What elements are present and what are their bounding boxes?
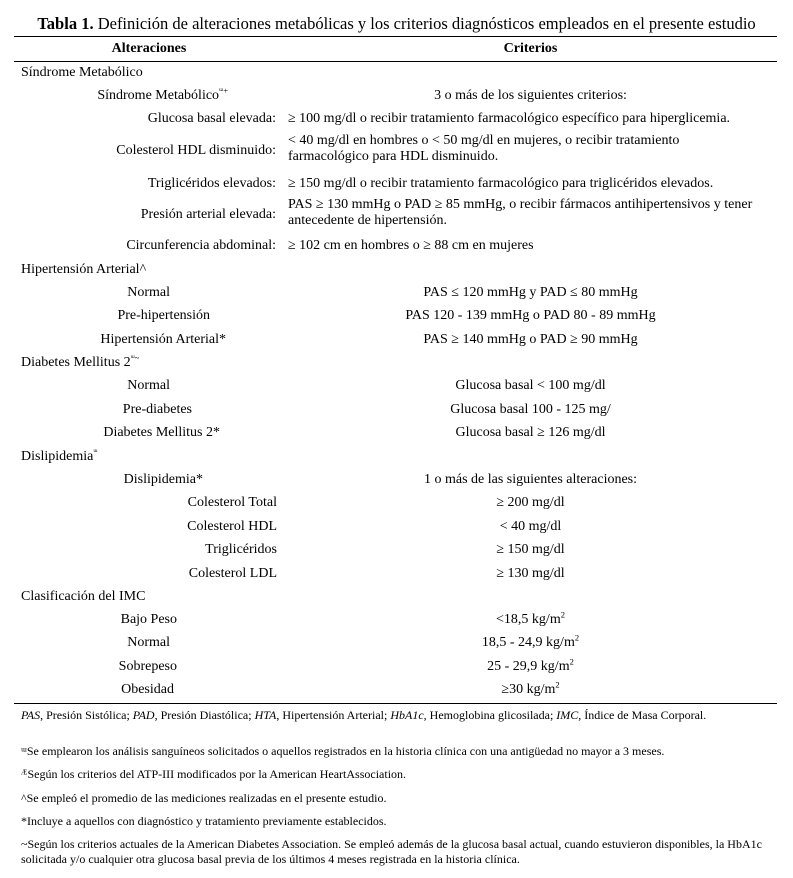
row-label: Obesidad	[121, 682, 174, 697]
table-caption-label: Tabla 1.	[37, 14, 94, 33]
row-imc-normal	[14, 632, 777, 651]
row-sindrome-metabolico	[14, 85, 777, 104]
section-title: Hipertensión Arterial^	[21, 262, 147, 277]
unit-exponent: 2	[560, 609, 565, 620]
row-label: Colesterol HDL	[187, 519, 277, 534]
row-label: Bajo Peso	[120, 612, 177, 627]
row-hta-hipertension	[14, 332, 777, 348]
row-hta-normal	[14, 285, 777, 301]
row-label: Colesterol HDL disminuido:	[116, 143, 276, 158]
row-imc-sobrepeso	[14, 656, 777, 675]
row-label: Pre-diabetes	[122, 402, 192, 417]
section-title: Síndrome Metabólico	[21, 65, 143, 80]
row-colesterol-total	[14, 495, 777, 511]
row-value: 25 - 29,9 $kg/m^2$	[487, 656, 574, 674]
top-rule	[14, 36, 777, 37]
row-label: Pre-hipertensión	[117, 308, 210, 323]
row-label: Dislipidemia*	[123, 472, 203, 487]
row-trigliceridos-elevados	[14, 176, 777, 192]
row-value: < 40 mg/dl en hombres o < 50 mg/dl en mujeres, o recibir tratamiento farmacológico para HDL disminuido.	[288, 133, 680, 164]
row-value: ≥ 150 mg/dl	[496, 542, 565, 557]
row-value: Glucosa basal ≥ 126 mg/dl	[455, 425, 606, 440]
section-hipertension-arterial	[14, 262, 777, 278]
row-dm-pre-diabetes	[14, 402, 777, 418]
row-value: <18,5 $kg/m^2$	[496, 609, 565, 627]
row-colesterol-hdl-disminuido	[14, 133, 777, 168]
unit-exponent: 2	[569, 656, 574, 667]
section-title: Diabetes Mellitus $2^{ᵚ\sim}$	[21, 352, 140, 370]
section-clasificacion-imc	[14, 589, 777, 605]
section-diabetes-mellitus	[14, 352, 777, 371]
row-label: Presión arterial elevada:	[140, 207, 276, 222]
footnote-marks: ᵚ~	[130, 352, 140, 363]
header-alteraciones: Alteraciones	[111, 41, 187, 56]
row-label: Normal	[127, 635, 170, 650]
row-value: PAS ≥ 130 mmHg o PAD ≥ 85 mmHg, o recibir fármacos antihipertensivos y tener antecedente de hipertensión.	[288, 197, 753, 228]
row-label: Sobrepeso	[118, 659, 177, 674]
unit-exponent: 2	[555, 679, 560, 690]
row-dislipidemia	[14, 472, 777, 488]
row-value: PAS ≥ 140 mmHg o PAD ≥ 90 mmHg	[423, 332, 638, 347]
row-value: 3 o más de los siguientes criterios:	[434, 88, 627, 103]
note-ada: ~Según los criterios actuales de la American Diabetes Association. Se empleó además de la glucosa basal actual, cuando estuvieron disponibles, la HbA1c solicitada y/o cualquier otra glucosa basal previa de los últimos 4 meses registrada en la historia clínica.	[21, 837, 762, 866]
row-value: Glucosa basal 100 - 125 mg/	[450, 402, 611, 417]
row-dm-normal	[14, 378, 777, 394]
row-dm-diabetes	[14, 425, 777, 441]
row-imc-bajo-peso	[14, 609, 777, 628]
section-sindrome-metabolico	[14, 65, 777, 81]
row-value: ≥ 102 cm en hombres o ≥ 88 cm en mujeres	[288, 238, 534, 253]
row-label: Normal	[127, 285, 170, 300]
row-value: PAS 120 - 139 mmHg o PAD 80 - 89 mmHg	[405, 308, 656, 323]
header-criterios: Criterios	[503, 41, 558, 56]
row-circunferencia-abdominal	[14, 238, 777, 254]
note-analisis: ᵚSe emplearon los análisis sanguíneos solicitados o aquellos registrados en la historia clínica con una antigüedad no mayor a 3 meses.	[21, 744, 665, 758]
row-value: 1 o más de las siguientes alteraciones:	[423, 472, 638, 487]
row-glucosa-basal-elevada	[14, 111, 777, 127]
row-value: Glucosa basal < 100 mg/dl	[455, 378, 606, 393]
row-colesterol-ldl	[14, 566, 777, 582]
row-label: Colesterol LDL	[188, 566, 277, 581]
table-caption-text: Definición de alteraciones metabólicas y los criterios diagnósticos empleados en el presente estudio	[97, 14, 756, 33]
row-value: ≥ 130 mg/dl	[496, 566, 565, 581]
row-label: Triglicéridos elevados:	[147, 176, 276, 191]
row-label: Síndrome Metabólico$^{ᵚ+}$	[97, 85, 228, 103]
note-diagnostico: *Incluye a aquellos con diagnóstico y tratamiento previamente establecidos.	[21, 814, 387, 828]
note-abbreviations: PAS, Presión Sistólica; PAD, Presión Diastólica; HTA, Hipertensión Arterial; HbA1c, Hemoglobina glicosilada; IMC, Índice de Masa Corporal.	[21, 708, 707, 722]
section-title: Clasificación del IMC	[21, 589, 146, 604]
table-notes	[21, 708, 771, 876]
row-label: Colesterol Total	[187, 495, 277, 510]
row-value: 18,5 - 24,9 $kg/m^2$	[481, 632, 580, 650]
row-value: ≥30 $kg/m^2$	[501, 679, 560, 697]
row-value: ≥ 200 mg/dl	[496, 495, 565, 510]
row-value: ≥ 100 mg/dl o recibir tratamiento farmacológico específico para hiperglicemia.	[288, 111, 731, 126]
note-promedio: ^Se empleó el promedio de las mediciones realizadas en el presente estudio.	[21, 791, 387, 805]
row-label: Glucosa basal elevada:	[147, 111, 276, 126]
footnote-marks: ᵚ	[93, 446, 98, 457]
row-label: Normal	[127, 378, 170, 393]
unit-exponent: 2	[574, 632, 580, 643]
row-trigliceridos	[14, 542, 777, 558]
table-caption	[0, 14, 793, 34]
section-dislipidemia	[14, 446, 777, 465]
row-label: Triglicéridos	[205, 542, 277, 557]
row-value: < 40 mg/dl	[499, 519, 562, 534]
row-label: Hipertensión Arterial*	[100, 332, 226, 347]
header-rule	[14, 61, 777, 62]
row-label: Diabetes Mellitus 2*	[103, 425, 220, 440]
footnote-marks: ᵚ+	[219, 85, 228, 96]
row-hta-pre-hipertension	[14, 308, 777, 324]
note-atp-iii: ᴭSegún los criterios del ATP-III modificados por la American HeartAssociation.	[21, 767, 407, 781]
row-label: Circunferencia abdominal:	[126, 238, 276, 253]
row-imc-obesidad	[14, 679, 777, 698]
row-colesterol-hdl	[14, 519, 777, 535]
row-value: ≥ 150 mg/dl o recibir tratamiento farmacológico para triglicéridos elevados.	[288, 176, 714, 191]
row-value: PAS ≤ 120 mmHg y PAD ≤ 80 mmHg	[423, 285, 638, 300]
row-presion-arterial-elevada	[14, 197, 777, 232]
bottom-rule	[14, 703, 777, 704]
section-title: Dislipidemia$^ᵚ$	[21, 446, 98, 464]
